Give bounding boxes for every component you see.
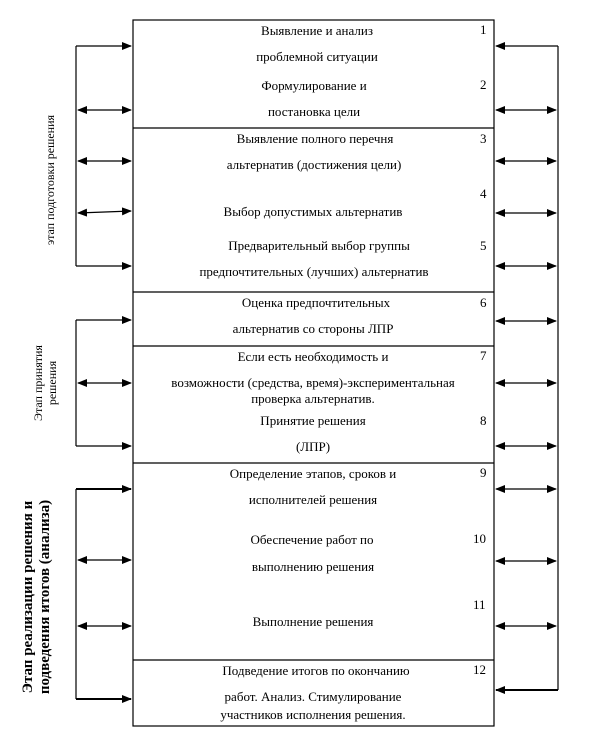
step-7-line-3: проверка альтернатив.: [251, 391, 375, 406]
step-6-line-2: альтернатив со стороны ЛПР: [232, 321, 394, 336]
step-2-line-2: постановка цели: [267, 104, 361, 119]
step-1-line-1: Выявление и анализ: [261, 23, 373, 38]
step-11-line-1: Выполнение решения: [252, 614, 374, 629]
step-11-number: 11: [473, 597, 486, 612]
step-8-number: 8: [480, 413, 487, 428]
step-9-number: 9: [480, 465, 487, 480]
step-10-number: 10: [473, 531, 486, 546]
stage-label-adoption: Этап принятия решения: [31, 345, 59, 421]
step-1-line-2: проблемной ситуации: [256, 49, 378, 64]
left-bracket-preparation: [76, 46, 131, 266]
right-bracket: [496, 46, 558, 690]
stage-label-preparation: этап подготовки решения: [43, 114, 57, 246]
step-12-number: 12: [473, 662, 486, 677]
step-1-number: 1: [480, 22, 487, 37]
step-9-line-1: Определение этапов, сроков и: [229, 466, 397, 481]
step-5-line-1: Предварительный выбор группы: [228, 238, 410, 253]
step-2-line-1: Формулирование и: [261, 78, 367, 93]
step-12-line-2: работ. Анализ. Стимулирование: [224, 689, 402, 704]
step-7-line-2: возможности (средства, время)-экспериментальная: [171, 375, 455, 390]
step-10-line-2: выполнению решения: [251, 559, 375, 574]
step-4-line-1: Выбор допустимых альтернатив: [223, 204, 403, 219]
step-3-line-2: альтернатив (достижения цели): [226, 157, 402, 172]
step-3-number: 3: [480, 131, 487, 146]
step-8-line-1: Принятие решения: [260, 413, 366, 428]
step-4-number: 4: [480, 186, 487, 201]
step-8-line-2: (ЛПР): [295, 439, 331, 454]
step-5-line-2: предпочтительных (лучших) альтернатив: [199, 264, 429, 279]
left-bracket-implementation: [76, 489, 131, 699]
step-7-line-1: Если есть необходимость и: [237, 349, 389, 364]
step-6-number: 6: [480, 295, 487, 310]
step-10-line-1: Обеспечение работ по: [250, 532, 374, 547]
step-6-line-1: Оценка предпочтительных: [241, 295, 391, 310]
step-2-number: 2: [480, 77, 487, 92]
step-7-number: 7: [480, 348, 487, 363]
step-12-line-3: участников исполнения решения.: [220, 707, 406, 722]
step-9-line-2: исполнителей решения: [248, 492, 378, 507]
step-3-line-1: Выявление полного перечня: [236, 131, 394, 146]
step-12-line-1: Подведение итогов по окончанию: [222, 663, 410, 678]
step-5-number: 5: [480, 238, 487, 253]
stage-label-implementation: Этап реализации решения и подведения итогов (анализа): [20, 499, 53, 695]
left-bracket-adoption: [76, 320, 131, 446]
